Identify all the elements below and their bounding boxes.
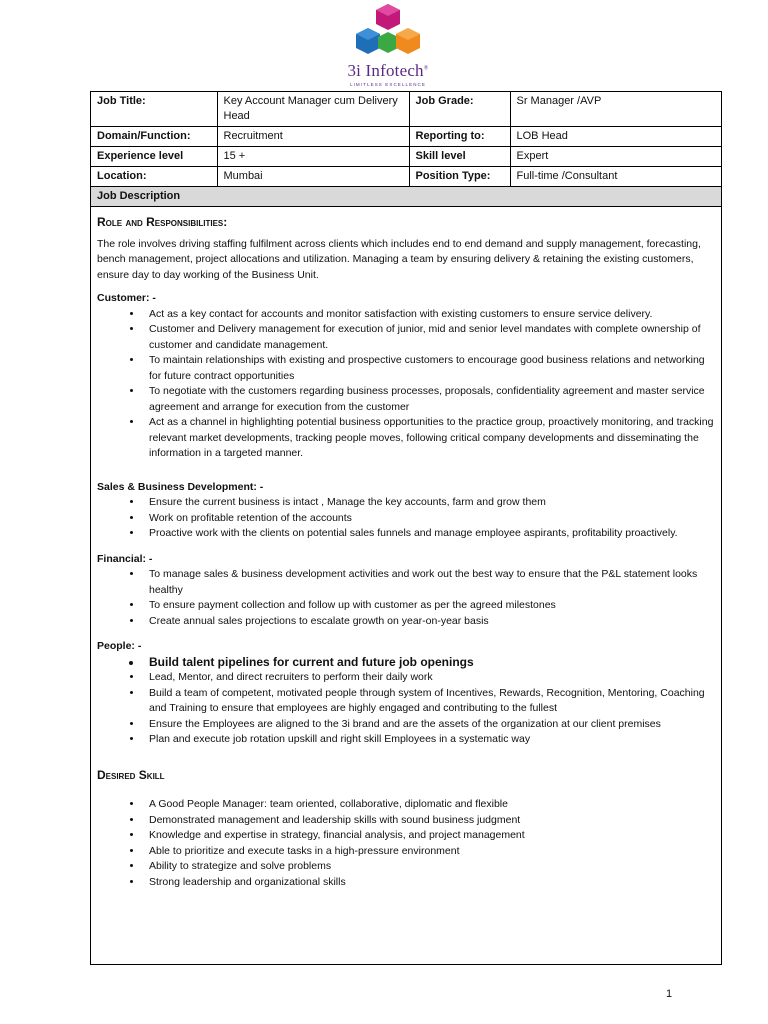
list-item: • Knowledge and expertise in strategy, financial analysis, and project management <box>143 828 715 844</box>
logo-cubes-icon <box>354 2 422 60</box>
roles-intro: The role involves driving staffing fulfilment across clients which includes end to end demand and supply management, forecasting, bench management, project allocations and utilization. Managing a team by ensuring delivery & retaining the existing customers, ensure day to day working of the Business Unit. <box>97 237 701 281</box>
brand-name: 3i Infotech® <box>347 61 429 80</box>
reporting-label: Reporting to: <box>409 127 510 147</box>
skill-level-value: Expert <box>510 147 721 167</box>
job-grade-value: Sr Manager /AVP <box>510 92 721 127</box>
job-grade-label: Job Grade: <box>409 92 510 127</box>
list-item: • Build a team of competent, motivated people through system of Incentives, Rewards, Recognition, Mentoring, Coaching and Training to ensure that employees are highly engaged and contributing to the fullest <box>143 686 715 717</box>
list-item: • To maintain relationships with existing and prospective customers to encourage good business relations and networking for future contract opportunities <box>143 353 715 384</box>
domain-label: Domain/Function: <box>91 127 217 147</box>
financial-heading: Financial: - <box>97 552 153 565</box>
financial-list <box>97 567 715 629</box>
list-item: • A Good People Manager: team oriented, collaborative, diplomatic and flexible <box>143 797 715 813</box>
table-row <box>91 147 721 167</box>
experience-label: Experience level <box>91 147 217 167</box>
list-item: • To manage sales & business development activities and work out the best way to ensure that the P&L statement looks healthy <box>143 567 715 598</box>
list-item: • Work on profitable retention of the accounts <box>143 511 715 527</box>
skill-level-label: Skill level <box>409 147 510 167</box>
page-number: 1 <box>666 988 673 1000</box>
people-list <box>97 655 715 748</box>
job-title-value: Key Account Manager cum Delivery Head <box>217 92 409 127</box>
table-row <box>91 92 721 127</box>
desired-skill-list <box>97 797 715 890</box>
table-row <box>91 127 721 147</box>
job-info-table <box>91 92 721 187</box>
reporting-value: LOB Head <box>510 127 721 147</box>
list-item: • Able to prioritize and execute tasks in a high-pressure environment <box>143 844 715 860</box>
domain-value: Recruitment <box>217 127 409 147</box>
list-item: • Act as a key contact for accounts and monitor satisfaction with existing customers to ensure service delivery. <box>143 307 715 323</box>
list-item: • Create annual sales projections to escalate growth on year-on-year basis <box>143 614 715 630</box>
location-value: Mumbai <box>217 167 409 187</box>
sales-list <box>97 495 715 542</box>
list-item: • To ensure payment collection and follow up with customer as per the agreed milestones <box>143 598 715 614</box>
list-item: • Ensure the Employees are aligned to the 3i brand and are the assets of the organization at our client premises <box>143 717 715 733</box>
position-type-label: Position Type: <box>409 167 510 187</box>
brand-tagline: LIMITLESS EXCELLENCE <box>349 82 427 87</box>
job-title-label: Job Title: <box>91 92 217 127</box>
list-item: • Lead, Mentor, and direct recruiters to perform their daily work <box>143 670 715 686</box>
list-item: • To negotiate with the customers regarding business processes, proposals, confidentiality agreement and master service agreement and arrange for execution from the customer <box>143 384 715 415</box>
customer-list <box>97 307 715 462</box>
list-item: • Plan and execute job rotation upskill and right skill Employees in a systematic way <box>143 732 715 748</box>
list-item: • Proactive work with the clients on potential sales funnels and manage employee aspirants, profitability proactively. <box>143 526 715 542</box>
position-type-value: Full-time /Consultant <box>510 167 721 187</box>
job-description-document <box>90 91 722 965</box>
experience-value: 15 + <box>217 147 409 167</box>
table-row <box>91 167 721 187</box>
location-label: Location: <box>91 167 217 187</box>
roles-title: Role and Responsibilities: <box>97 215 228 229</box>
list-item: • Ensure the current business is intact , Manage the key accounts, farm and grow them <box>143 495 715 511</box>
job-description-body <box>91 207 721 890</box>
desired-skill-title: Desired Skill <box>97 767 165 782</box>
list-item: • Strong leadership and organizational skills <box>143 875 715 891</box>
list-item: • Customer and Delivery management for execution of junior, mid and senior level mandates with complete ownership of customer and candidate management. <box>143 322 715 353</box>
job-description-heading: Job Description <box>91 187 721 207</box>
list-item: • Build talent pipelines for current and future job openings <box>143 655 715 671</box>
sales-heading: Sales & Business Development: - <box>97 480 264 493</box>
customer-heading: Customer: - <box>97 292 156 304</box>
list-item: • Ability to strategize and solve problems <box>143 859 715 875</box>
list-item: • Demonstrated management and leadership skills with sound business judgment <box>143 813 715 829</box>
people-heading: People: - <box>97 640 142 652</box>
list-item: • Act as a channel in highlighting potential business opportunities to the practice group, proactively monitoring, and tracking relevant market developments, tracking people moves, following critical company developments and disseminating the information in a targeted manner. <box>143 415 715 462</box>
